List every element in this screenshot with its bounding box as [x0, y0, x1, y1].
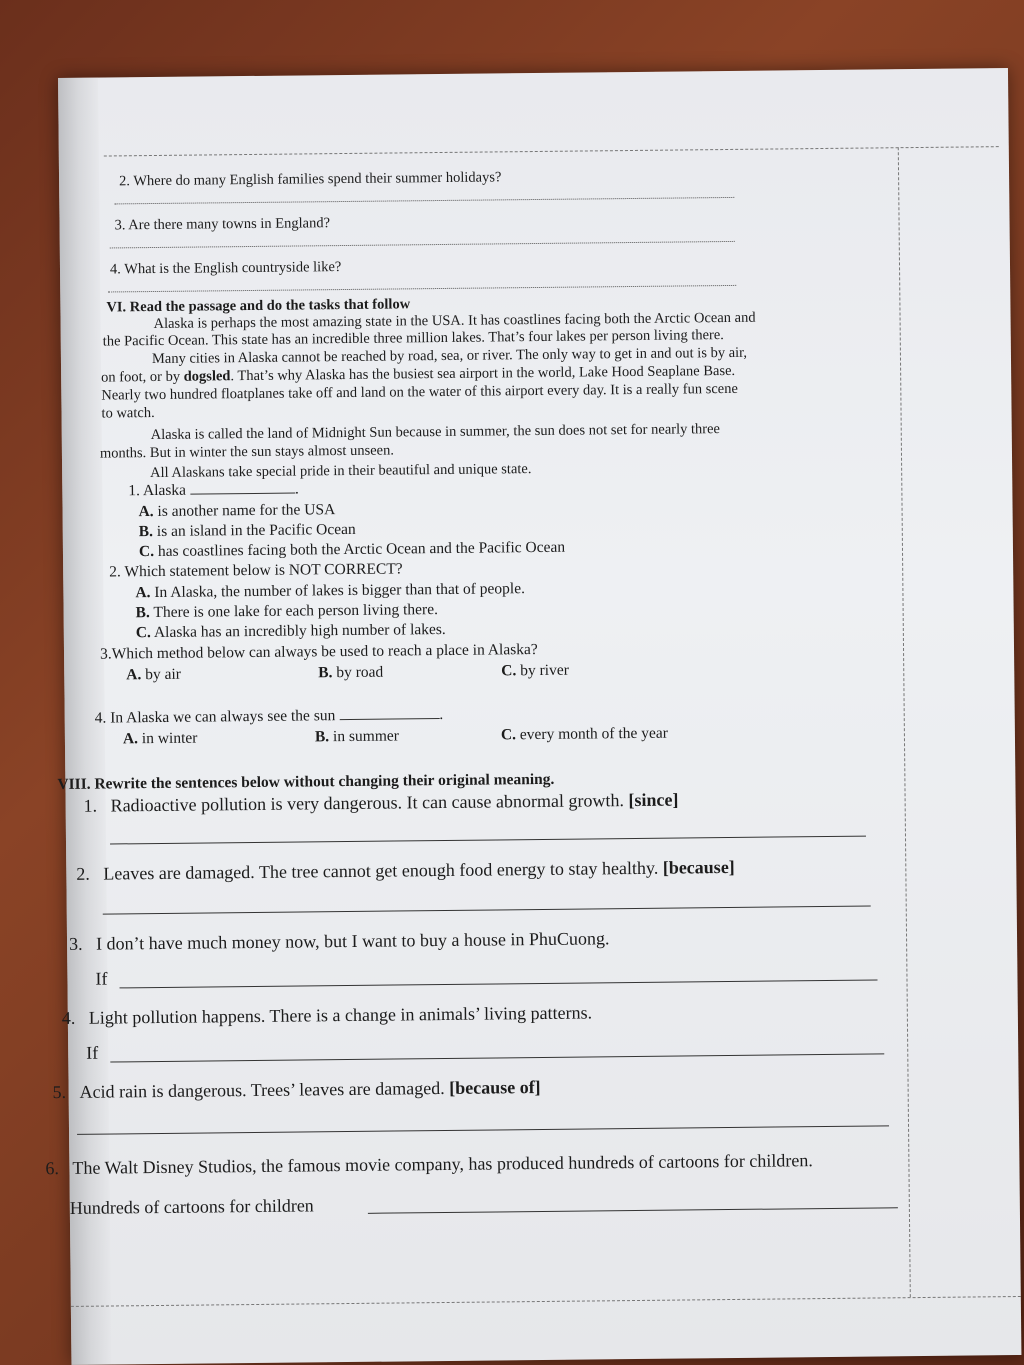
option-4a[interactable]: A. in winter — [122, 729, 198, 748]
mc-question-1: 1. Alaska . — [128, 480, 299, 500]
option-3a[interactable]: A. by air — [126, 665, 182, 684]
answer-line[interactable] — [110, 1053, 884, 1062]
passage-line: to watch. — [101, 405, 155, 422]
passage-line: on foot, or by dogsled. That’s why Alaska has the busiest sea airport in the world, Lake Hood Seaplane Base. — [101, 362, 736, 386]
passage-line: the Pacific Ocean. This state has an incredible three million lakes. That’s four lakes per person living there. — [102, 327, 724, 350]
option-1a[interactable]: A. is another name for the USA — [138, 501, 336, 521]
dotted-frame-top — [104, 146, 999, 156]
answer-line[interactable] — [110, 836, 866, 845]
dotted-frame-bottom — [71, 1296, 1021, 1307]
answer-line[interactable] — [120, 979, 878, 988]
option-2c[interactable]: C. Alaska has an incredibly high number of lakes. — [135, 620, 446, 642]
option-3b[interactable]: B. by road — [318, 663, 384, 682]
bold-word: dogsled — [183, 368, 231, 385]
section-heading: VI. Read the passage and do the tasks that follow — [106, 296, 411, 316]
answer-line[interactable] — [108, 285, 736, 293]
section-heading: VIII. Rewrite the sentences below without changing their original meaning. — [57, 770, 555, 794]
rewrite-item-2: 2. Leaves are damaged. The tree cannot get enough food energy to stay healthy. [because] — [76, 856, 735, 884]
question-2: 2. Where do many English families spend their summer holidays? — [119, 169, 502, 190]
rewrite-item-1: 1. Radioactive pollution is very dangerous. It can cause abnormal growth. [since] — [83, 789, 679, 816]
rewrite-item-4: 4. Light pollution happens. There is a change in animals’ living patterns. — [61, 1002, 593, 1029]
mc-question-3: 3.Which method below can always be used to reach a place in Alaska? — [99, 641, 538, 663]
if-prefix: If — [95, 968, 108, 989]
answer-line[interactable] — [114, 197, 734, 204]
passage-line: Many cities in Alaska cannot be reached by road, sea, or river. The only way to get in and out is by air, — [151, 344, 748, 368]
question-4: 4. What is the English countryside like? — [109, 259, 342, 278]
answer-line[interactable] — [368, 1207, 898, 1214]
fill-blank[interactable] — [190, 493, 295, 495]
passage-line: Alaska is perhaps the most amazing state in the USA. It has coastlines facing both the Arctic Ocean and — [153, 309, 756, 333]
fill-blank[interactable] — [339, 718, 439, 720]
rewrite-prefix: Hundreds of cartoons for children — [69, 1195, 314, 1218]
option-4b[interactable]: B. in summer — [314, 727, 399, 746]
option-1c[interactable]: C. has coastlines facing both the Arctic Ocean and the Pacific Ocean — [138, 538, 566, 561]
rewrite-item-5: 5. Acid rain is dangerous. Trees’ leaves are damaged. [because of] — [52, 1077, 541, 1103]
if-prefix: If — [86, 1042, 99, 1063]
option-2b[interactable]: B. There is one lake for each person living there. — [135, 601, 438, 622]
option-2a[interactable]: A. In Alaska, the number of lakes is bigger than that of people. — [135, 580, 526, 602]
passage-line: Alaska is called the land of Midnight Sun because in summer, the sun does not set for nearly three — [150, 421, 721, 444]
option-3c[interactable]: C. by river — [501, 661, 569, 680]
passage-line: months. But in winter the sun stays almost unseen. — [99, 442, 395, 462]
passage-line: Nearly two hundred floatplanes take off and land on the water of this airport every day. It is a really fun scene — [101, 380, 738, 404]
answer-line[interactable] — [77, 1125, 889, 1135]
rewrite-item-3: 3. I don’t have much money now, but I want to buy a house in PhuCuong. — [68, 928, 610, 954]
option-1b[interactable]: B. is an island in the Pacific Ocean — [138, 520, 356, 541]
answer-line[interactable] — [110, 241, 735, 249]
rewrite-item-6: 6. The Walt Disney Studios, the famous movie company, has produced hundreds of cartoons for children. — [45, 1150, 813, 1179]
option-4c[interactable]: C. every month of the year — [500, 724, 668, 744]
dotted-frame-right — [898, 147, 911, 1297]
question-3: 3. Are there many towns in England? — [114, 215, 331, 234]
mc-question-4: 4. In Alaska we can always see the sun . — [94, 706, 444, 727]
worksheet-page — [45, 68, 1021, 1365]
mc-question-2: 2. Which statement below is NOT CORRECT? — [109, 560, 403, 581]
answer-line[interactable] — [103, 906, 871, 915]
passage-line: All Alaskans take special pride in their beautiful and unique state. — [150, 461, 532, 482]
